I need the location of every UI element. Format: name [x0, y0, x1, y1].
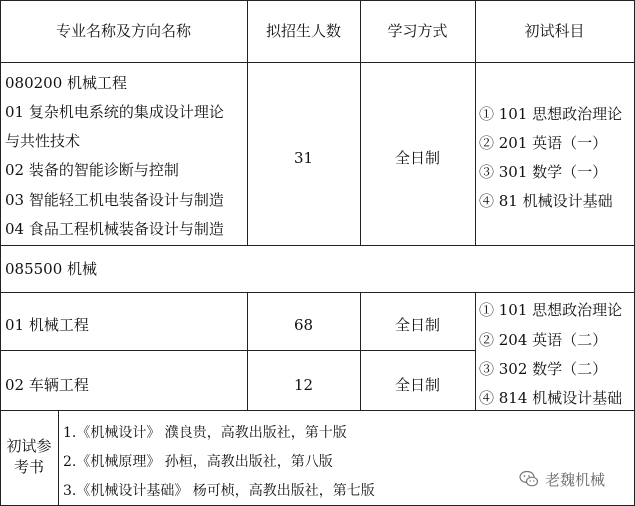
grid-line: [0, 410, 635, 411]
grid-line: [58, 410, 59, 506]
watermark-text: 老魏机械: [545, 470, 606, 489]
program-1-subject-1: ① 101 思想政治理论: [479, 105, 623, 123]
grid-line: [0, 350, 475, 351]
program-1-direction-1a: 01 复杂机电系统的集成设计理论: [5, 103, 224, 121]
program-1-direction-1b: 与共性技术: [5, 132, 81, 150]
program-1-subject-3: ③ 301 数学（一）: [479, 163, 608, 181]
program-1-direction-4: 04 食品工程机械装备设计与制造: [5, 220, 224, 238]
program-2-code-name: 085500 机械: [5, 260, 98, 278]
wechat-icon: [519, 469, 539, 489]
header-subjects: 初试科目: [524, 22, 585, 40]
watermark: [519, 465, 635, 493]
program-2-subject-2: ② 204 英语（二）: [479, 331, 608, 349]
program-2-direction-2: 02 车辆工程: [5, 376, 89, 394]
program-2-subject-3: ③ 302 数学（二）: [479, 360, 608, 378]
grid-line: [0, 245, 635, 246]
reference-book-2: 2.《机械原理》 孙桓，高教出版社，第八版: [63, 454, 333, 470]
grid-line: [475, 292, 476, 410]
program-2-direction-1-enroll: 68: [293, 316, 314, 334]
header-mode: 学习方式: [387, 22, 448, 40]
header-enroll: 拟招生人数: [265, 22, 341, 40]
program-1-direction-3: 03 智能轻工机电装备设计与制造: [5, 191, 224, 209]
references-label-line-1: 初试参: [6, 437, 52, 455]
program-2-subject-1: ① 101 思想政治理论: [479, 301, 623, 319]
reference-book-3: 3.《机械设计基础》 杨可桢，高教出版社，第七版: [63, 483, 375, 499]
program-1-subject-4: ④ 81 机械设计基础: [479, 192, 613, 210]
grid-line: [0, 0, 1, 506]
program-2-direction-2-mode: 全日制: [394, 376, 440, 394]
grid-line: [0, 292, 635, 293]
reference-book-1: 1.《机械设计》 濮良贵，高教出版社，第十版: [63, 425, 347, 441]
grid-line: [0, 0, 635, 1]
program-2-direction-1: 01 机械工程: [5, 316, 89, 334]
program-1-mode: 全日制: [394, 149, 440, 167]
program-1-enroll: 31: [293, 149, 314, 167]
grid-line: [0, 62, 635, 63]
references-label-line-2: 考书: [13, 458, 44, 476]
program-2-direction-1-mode: 全日制: [394, 316, 440, 334]
program-2-direction-2-enroll: 12: [293, 376, 314, 394]
program-1-subject-2: ② 201 英语（一）: [479, 134, 608, 152]
program-2-subject-4: ④ 814 机械设计基础: [479, 389, 623, 407]
program-1-code-name: 080200 机械工程: [5, 74, 128, 92]
program-1-direction-2: 02 装备的智能诊断与控制: [5, 161, 179, 179]
header-major: 专业名称及方向名称: [55, 22, 191, 40]
